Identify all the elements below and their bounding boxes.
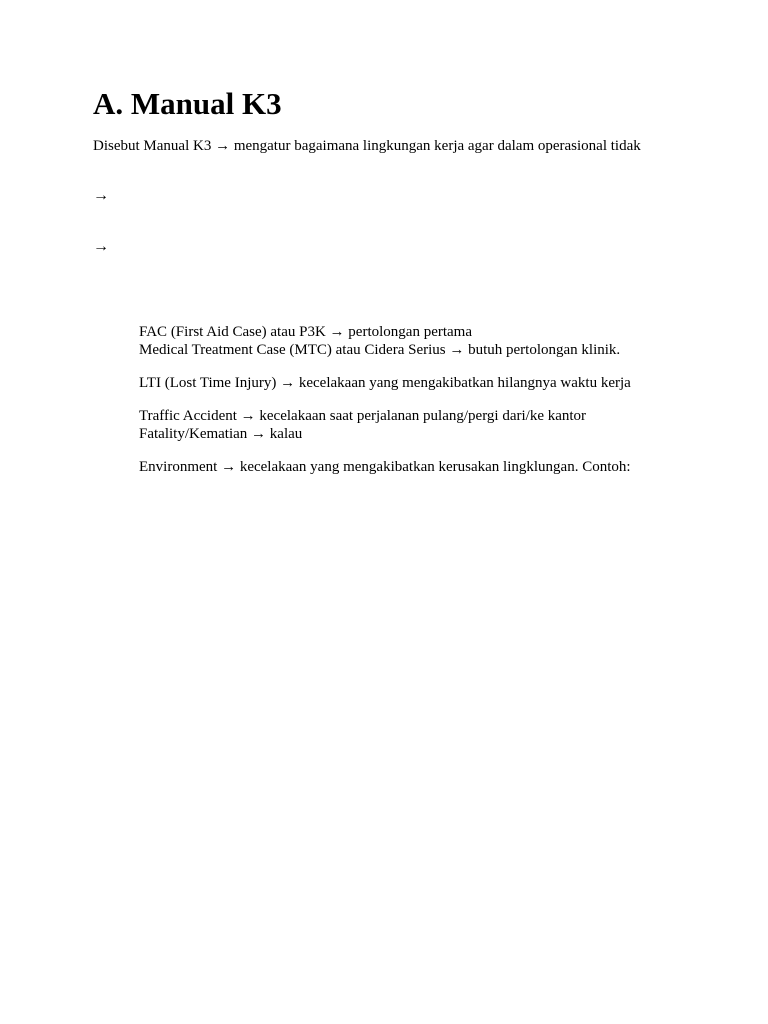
list-item: FAC (First Aid Case) atau P3K → pertolongan pertama <box>139 324 473 340</box>
list-item: Environment → kecelakaan yang mengakibatkan kerusakan lingklungan. Contoh: <box>139 459 631 475</box>
section-heading: A. Manual K3 <box>93 86 282 121</box>
intro-paragraph: Disebut Manual K3 → mengatur bagaimana lingkungan kerja agar dalam operasional tidak <box>93 138 641 154</box>
list-item: Medical Treatment Case (MTC) atau Cidera Serius → butuh pertolongan klinik. <box>139 342 621 358</box>
list-item: LTI (Lost Time Injury) → kecelakaan yang mengakibatkan hilangnya waktu kerja <box>139 375 631 391</box>
arrow-line: → <box>93 238 109 255</box>
list-item: Traffic Accident → kecelakaan saat perjalanan pulang/pergi dari/ke kantor <box>139 408 587 424</box>
arrow-line: → <box>93 187 109 204</box>
list-item: Fatality/Kematian → kalau <box>139 426 303 442</box>
